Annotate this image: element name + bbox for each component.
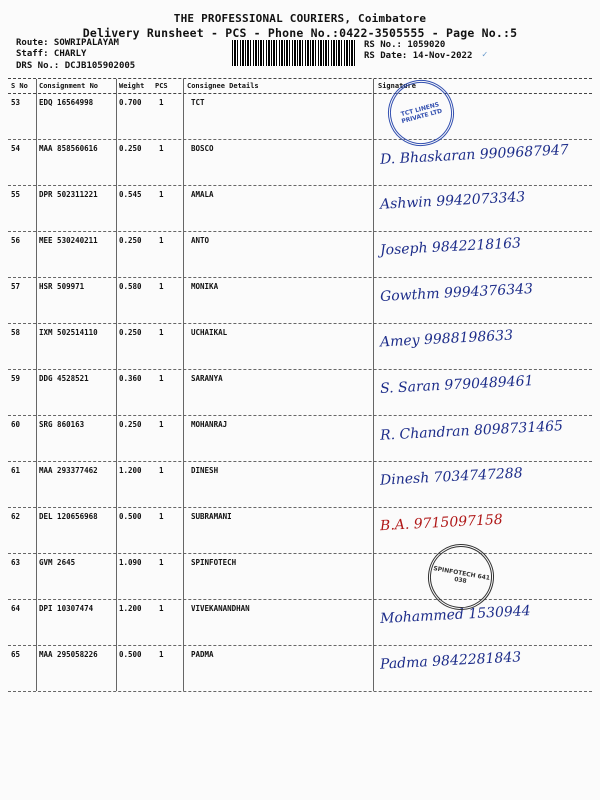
row-sno: 55 [11, 190, 21, 199]
rs-date-label: RS Date: 14-Nov-2022 [364, 51, 473, 61]
row-consignment: EDQ 16564998 [39, 98, 94, 107]
row-consignment: HSR 509971 [39, 282, 85, 291]
row-consignee: UCHAIKAL [191, 328, 228, 337]
row-consignee: MOHANRAJ [191, 420, 228, 429]
table-row [8, 645, 592, 692]
row-weight: 0.545 [119, 190, 142, 199]
row-sno: 58 [11, 328, 21, 337]
table-row [8, 415, 592, 462]
runsheet-title: Delivery Runsheet - PCS - Phone No.:0422-3505555 - Page No.:5 [82, 26, 518, 40]
row-pcs: 1 [159, 650, 164, 659]
row-consignee: AMALA [191, 190, 214, 199]
row-sno: 61 [11, 466, 21, 475]
check-mark-icon: ✓ [482, 50, 488, 60]
row-pcs: 1 [159, 144, 164, 153]
row-pcs: 1 [159, 328, 164, 337]
row-consignment: DPI 10307474 [39, 604, 94, 613]
row-consignment: DPR 502311221 [39, 190, 98, 199]
drs-label: DRS No.: DCJB105902005 [16, 61, 136, 71]
table-row [8, 507, 592, 554]
row-sno: 59 [11, 374, 21, 383]
row-consignee: PADMA [191, 650, 214, 659]
row-consignee: SPINFOTECH [191, 558, 237, 567]
staff-label: Staff: CHARLY [16, 49, 87, 59]
row-sno: 60 [11, 420, 21, 429]
signature: S. Saran 9790489461 [379, 372, 534, 398]
row-sno: 63 [11, 558, 21, 567]
row-consignment: IXM 502514110 [39, 328, 98, 337]
row-sno: 56 [11, 236, 21, 245]
table-row [8, 277, 592, 324]
row-weight: 0.250 [119, 236, 142, 245]
signature: Amey 9988198633 [379, 327, 514, 351]
signature: Dinesh 7034747288 [379, 465, 524, 489]
row-consignee: MONIKA [191, 282, 219, 291]
row-consignee: VIVEKANANDHAN [191, 604, 250, 613]
row-consignment: MAA 858560616 [39, 144, 98, 153]
signature: Joseph 9842218163 [379, 235, 522, 259]
row-pcs: 1 [159, 236, 164, 245]
row-pcs: 1 [159, 282, 164, 291]
row-sno: 62 [11, 512, 21, 521]
table-row [8, 461, 592, 508]
rs-no-label: RS No.: 1059020 [364, 40, 446, 50]
row-sno: 54 [11, 144, 21, 153]
col-signature: Signature [378, 82, 416, 90]
row-weight: 0.250 [119, 420, 142, 429]
row-pcs: 1 [159, 512, 164, 521]
row-consignment: MEE 530240211 [39, 236, 98, 245]
row-consignee: TCT [191, 98, 205, 107]
table-row [8, 185, 592, 232]
row-weight: 0.500 [119, 512, 142, 521]
row-consignment: DEL 120656968 [39, 512, 98, 521]
signature: R. Chandran 8098731465 [379, 418, 564, 444]
row-consignment: DDG 4528521 [39, 374, 89, 383]
col-pcs: PCS [155, 82, 168, 90]
row-consignee: SARANYA [191, 374, 223, 383]
row-pcs: 1 [159, 604, 164, 613]
row-weight: 1.200 [119, 466, 142, 475]
row-consignment: MAA 293377462 [39, 466, 98, 475]
row-weight: 0.250 [119, 144, 142, 153]
col-consignee: Consignee Details [187, 82, 259, 90]
table-row [8, 599, 592, 646]
row-weight: 1.200 [119, 604, 142, 613]
runsheet-table [8, 78, 592, 691]
signature: B.A. 9715097158 [379, 511, 504, 535]
row-consignee: SUBRAMANI [191, 512, 232, 521]
col-weight: Weight [119, 82, 145, 90]
table-row [8, 369, 592, 416]
signature: D. Bhaskaran 9909687947 [379, 142, 570, 168]
table-row [8, 323, 592, 370]
signature: Mohammed 1530944 [379, 603, 532, 627]
row-pcs: 1 [159, 374, 164, 383]
row-sno: 65 [11, 650, 21, 659]
route-label: Route: SOWRIPALAYAM [16, 38, 119, 48]
row-weight: 0.580 [119, 282, 142, 291]
row-weight: 1.090 [119, 558, 142, 567]
row-pcs: 1 [159, 190, 164, 199]
row-consignment: MAA 295058226 [39, 650, 98, 659]
row-pcs: 1 [159, 466, 164, 475]
row-weight: 0.500 [119, 650, 142, 659]
row-pcs: 1 [159, 420, 164, 429]
row-weight: 0.250 [119, 328, 142, 337]
row-sno: 57 [11, 282, 21, 291]
barcode [232, 40, 356, 66]
table-row [8, 231, 592, 278]
table-row [8, 139, 592, 186]
signature: Gowthm 9994376343 [379, 281, 534, 305]
signature: Ashwin 9942073343 [379, 189, 526, 213]
row-pcs: 1 [159, 558, 164, 567]
signature: Padma 9842281843 [379, 649, 522, 673]
company-stamp: TCT LINENS PRIVATE LTD [381, 73, 462, 154]
row-sno: 53 [11, 98, 21, 107]
row-consignee: ANTO [191, 236, 210, 245]
row-sno: 64 [11, 604, 21, 613]
row-consignee: DINESH [191, 466, 219, 475]
row-pcs: 1 [159, 98, 164, 107]
col-consignment: Consignment No [39, 82, 99, 90]
col-sno: S No [11, 82, 28, 90]
row-consignment: GVM 2645 [39, 558, 76, 567]
row-weight: 0.700 [119, 98, 142, 107]
company-stamp: SPINFOTECH 641 038 [423, 539, 499, 615]
row-consignment: SRG 860163 [39, 420, 85, 429]
row-consignee: BOSCO [191, 144, 214, 153]
table-row [8, 553, 592, 600]
row-weight: 0.360 [119, 374, 142, 383]
table-header [8, 79, 592, 94]
table-row [8, 93, 592, 140]
company-title: THE PROFESSIONAL COURIERS, Coimbatore [173, 12, 427, 25]
